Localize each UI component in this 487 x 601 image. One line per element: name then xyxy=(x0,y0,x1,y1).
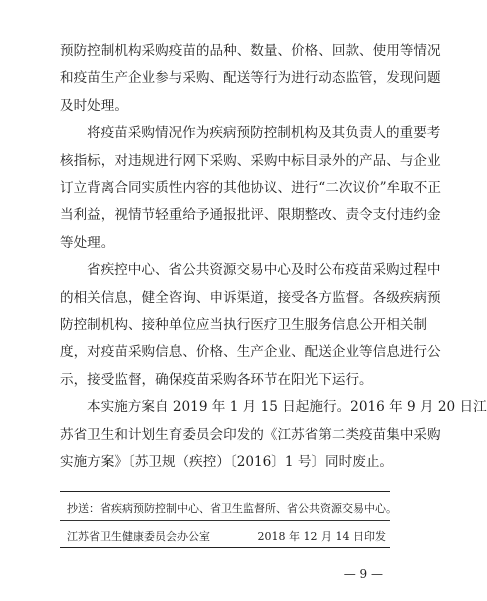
text-line: 预防控制机构采购疫苗的品种、数量、价格、回款、使用等情况 xyxy=(60,43,441,59)
issuing-office: 江苏省卫生健康委员会办公室 xyxy=(67,530,210,543)
paragraph xyxy=(60,120,441,257)
paragraph xyxy=(60,394,487,476)
text-line: 将疫苗采购情况作为疾病预防控制机构及其负责人的重要考 xyxy=(87,125,441,142)
text-line: 的相关信息，健全咨询、申诉渠道，接受各方监督。各级疾病预 xyxy=(60,289,441,306)
text-line: 苏省卫生和计划生育委员会印发的《江苏省第二类疫苗集中采购 xyxy=(60,426,441,443)
text-line: 省疾控中心、省公共资源交易中心及时公布疫苗采购过程中 xyxy=(87,262,441,279)
paragraph xyxy=(60,38,441,120)
footer-top-rule xyxy=(60,491,390,492)
text-line: 订立背离合同实质性内容的其他协议、进行“二次议价”牟取不正 xyxy=(60,180,441,197)
text-line: 及时处理。 xyxy=(60,97,128,114)
text-line: 实施方案》〔苏卫规（疾控）〔2016〕1 号〕同时废止。 xyxy=(60,454,394,471)
text-line: 当利益，视情节轻重给予通报批评、限期整改、责令支付违约金 xyxy=(60,207,441,224)
cc-line: 抄送：省疾病预防控制中心、省卫生监督所、省公共资源交易中心。 xyxy=(67,502,397,515)
text-line: 核指标，对违规进行网下采购、采购中标目录外的产品、与企业 xyxy=(60,152,441,169)
footer-middle-rule xyxy=(60,520,390,521)
issue-date: 2018 年 12 月 14 日印发 xyxy=(257,530,386,543)
footer-bottom-rule xyxy=(60,547,390,548)
text-line: 示，接受监督，确保疫苗采购各环节在阳光下运行。 xyxy=(60,371,373,388)
text-line: 等处理。 xyxy=(60,234,115,251)
text-line: 和疫苗生产企业参与采购、配送等行为进行动态监管，发现问题 xyxy=(60,70,441,87)
text-line: 度，对疫苗采购信息、价格、生产企业、配送企业等信息进行公 xyxy=(60,344,441,361)
paragraph xyxy=(60,257,441,394)
page-number: — 9 — xyxy=(343,567,383,581)
document-body xyxy=(60,38,487,477)
text-line: 本实施方案自 2019 年 1 月 15 日起施行。2016 年 9 月 20 日江 xyxy=(87,399,487,416)
text-line: 防控制机构、接种单位应当执行医疗卫生服务信息公开相关制 xyxy=(60,317,428,334)
